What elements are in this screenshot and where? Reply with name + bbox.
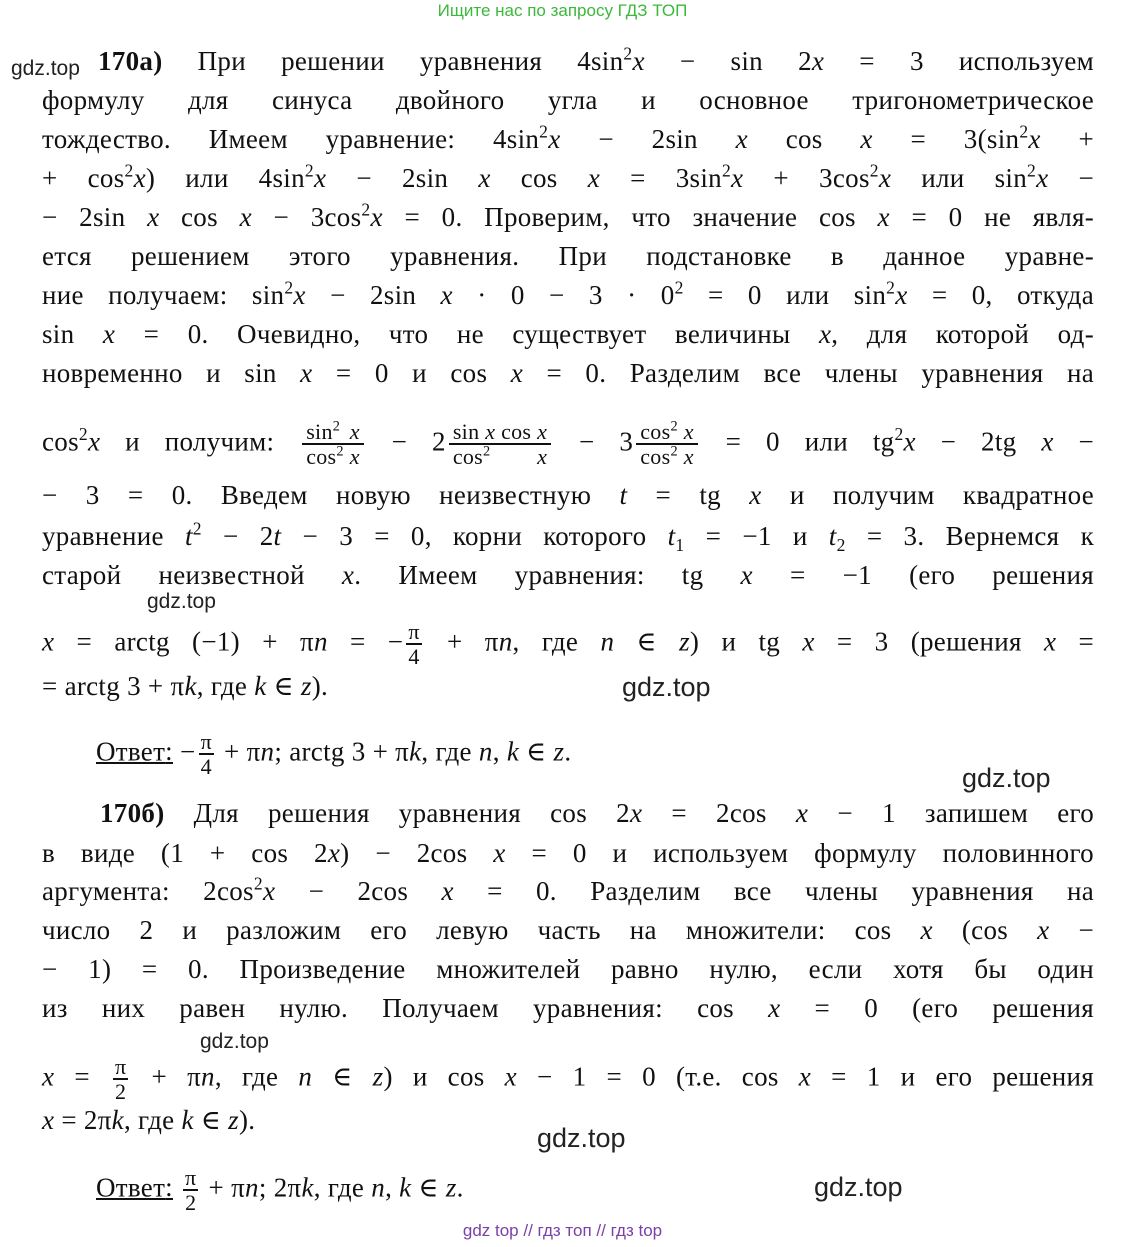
text-line: x = 2πk, где k ∈ z). xyxy=(42,1105,256,1135)
fraction: $\frac{\text{sin x cos x}}{\cos^2 x}$ xyxy=(449,420,551,468)
text-line: sin x = 0. Очевидно, что не существует величины x, для которой од- xyxy=(42,319,1094,349)
fraction: $\frac{\sin^2 x}{\cos^2 x}$ xyxy=(302,420,364,468)
watermark: gdz.top xyxy=(147,590,216,613)
text-line: новременно и sin x = 0 и cos x = 0. Разделим все члены уравнения на xyxy=(42,358,1094,388)
text-line: старой неизвестной x. Имеем уравнения: tg x = −1 (его решения xyxy=(42,560,1094,590)
watermark: gdz.top xyxy=(11,57,80,80)
text-line: − 1) = 0. Произведение множителей равно нулю, если хотя бы один xyxy=(42,954,1094,984)
fraction: $\frac{\pi}{2}$ xyxy=(185,1165,197,1216)
watermark: gdz.top xyxy=(200,1030,269,1053)
problem-number: 170а) xyxy=(98,46,163,76)
footer-link[interactable]: гдз top xyxy=(610,1221,663,1240)
footer-separator: // xyxy=(596,1221,606,1240)
fraction: $\frac{\pi}{4}$ xyxy=(200,729,212,780)
text-line: тождество. Имеем уравнение: $4\sin^2x - 2\sin$ x $\cos x = 3(\sin^2x$ + xyxy=(42,121,1094,154)
answer-170b: Ответ : $\frac{\pi}{2}$ + πn; 2πk, где n, k ∈ z. xyxy=(96,1166,796,1214)
answer-170a: Ответ : − $\frac{\pi}{4}$ + πn; arctg 3 + πk, где n, k ∈ z. xyxy=(96,730,796,778)
text-line: число 2 и разложим его левую часть на множители: cos x (cos x − xyxy=(42,915,1094,945)
watermark: gdz.top xyxy=(814,1172,903,1202)
top-search-banner[interactable]: Ищите нас по запросу ГДЗ ТОП xyxy=(437,1,688,20)
watermark: gdz.top xyxy=(537,1123,626,1153)
text-line: − 2sin x $\cos x - 3\cos^2x = 0$. Проверим, что значение cos x = 0 не явля- xyxy=(42,199,1094,232)
text-line-with-fractions: x = arctg (−1) + πn = − $\frac{\pi}{4}$ + πn, где n ∈ z) и tg x = 3 (решения x = xyxy=(42,619,1095,670)
fraction: $\frac{\cos^2 x}{\cos^2 x}$ xyxy=(636,420,698,468)
footer-link[interactable]: gdz top xyxy=(462,1221,519,1240)
answer-label: Ответ : xyxy=(96,736,173,766)
footer-links xyxy=(0,1221,1125,1241)
fraction: $\frac{\pi}{4}$ xyxy=(408,619,420,670)
problem-number: 170б) xyxy=(100,798,165,828)
watermark: gdz.top xyxy=(622,672,711,702)
text-line: аргумента: $2\cos^2x - 2\cos$ x = 0. Разделим все члены уравнения на xyxy=(42,873,1094,906)
text-line: = arctg 3 + πk, где k ∈ z). xyxy=(42,671,329,701)
text-line: ется решением этого уравнения. При подстановке в данное уравне- xyxy=(42,241,1094,271)
text-line: 170а) При решении уравнения $4\sin^2x - \sin 2x = 3$ используем xyxy=(98,43,1094,76)
answer-label: Ответ : xyxy=(96,1172,173,1202)
footer-link[interactable]: гдз топ xyxy=(537,1221,592,1240)
text-line: в виде (1 + cos 2x) − 2cos x = 0 и используем формулу половинного xyxy=(42,838,1094,868)
text-line: уравнение $t^2 - 2t - 3 = 0$, корни которого $t_1 = -1$ и $t_2 = 3$. Вернемся к xyxy=(42,518,1094,556)
text-line-with-fractions: x = $\frac{\pi}{2}$ + πn, где n ∈ z) и cos x − 1 = 0 (т.е. cos x = 1 и его решения xyxy=(42,1054,1094,1105)
text-line: 170б) Для решения уравнения cos 2x = 2cos x − 1 запишем его xyxy=(100,798,1095,828)
text-line-with-fractions: $\cos^2x$ и получим: $\frac{\sin^2 x}{\cos^2 x}$ − 2 $\frac{\text{sin x cos x}}{\cos^2 x}$ − 3 $\frac{\cos^2 x}{\cos^2 x}$ = 0 или $tg^2x - 2tg$ x − xyxy=(42,418,1094,470)
text-line: формулу для синуса двойного угла и основное тригонометрическое xyxy=(42,85,1094,115)
watermark: gdz.top xyxy=(962,763,1051,793)
text-line: + $\cos^2x$) или $4\sin^2x - 2\sin$ x $\cos x = 3\sin^2x + 3\cos^2x$ или $\sin^2x$ − xyxy=(42,160,1095,193)
footer-separator: // xyxy=(523,1221,533,1240)
fraction: $\frac{\pi}{2}$ xyxy=(114,1054,127,1105)
text-line: − 3 = 0. Введем новую неизвестную t = tg x и получим квадратное xyxy=(42,480,1094,510)
text-line: из них равен нулю. Получаем уравнения: cos x = 0 (его решения xyxy=(42,993,1094,1023)
text-line: ние получаем: $\sin^2x - 2\sin$ $x \cdot 0 - 3 \cdot 0^2 = 0$ или $\sin^2x = 0$, откуда xyxy=(42,277,1094,310)
